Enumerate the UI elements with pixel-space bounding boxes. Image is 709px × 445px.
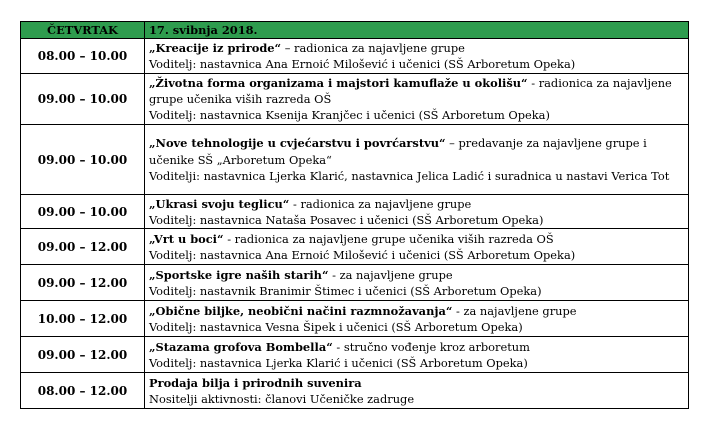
event-description: - radionica za najavljene grupe učenika viših razreda OŠ [149,75,672,107]
time-cell: 09.00 – 10.00 [21,74,145,125]
day-header: ČETVRTAK [21,22,145,39]
event-cell [145,125,689,195]
event-description: - radionica za najavljene grupe [289,196,472,211]
event-summary [149,135,684,167]
event-summary [149,75,684,107]
event-summary [149,40,684,56]
event-summary [149,303,684,319]
event-title: „Sportske igre naših starih“ [149,267,329,282]
event-summary [149,339,684,355]
event-title: „Ukrasi svoju teglicu“ [149,196,290,211]
event-summary [149,231,684,247]
date-header: 17. svibnja 2018. [145,22,689,39]
event-description: - radionica za najavljene grupe učenika viših razreda OŠ [223,231,554,246]
event-title: Prodaja bilja i prirodnih suvenira [149,375,362,390]
event-leaders: Voditelj: nastavnik Branimir Štimec i učenici (SŠ Arboretum Opeka) [149,283,542,298]
table-row [21,265,689,301]
event-leaders: Voditelj: nastavnica Vesna Šipek i učenici (SŠ Arboretum Opeka) [149,319,523,334]
event-cell [145,337,689,373]
event-leaders: Voditelj: nastavnica Ljerka Klarić i učenici (SŠ Arboretum Opeka) [149,355,528,370]
event-description: - za najavljene grupe [328,267,453,282]
event-summary [149,267,684,283]
event-leaders: Nositelji aktivnosti: članovi Učeničke zadruge [149,391,415,406]
table-row [21,373,689,409]
time-cell: 09.00 – 10.00 [21,125,145,195]
time-cell: 09.00 – 10.00 [21,195,145,229]
schedule-table [20,21,689,409]
event-summary [149,375,684,391]
event-cell [145,39,689,74]
event-leaders: Voditelj: nastavnica Ksenija Kranjčec i učenici (SŠ Arboretum Opeka) [149,108,550,123]
event-summary [149,196,684,212]
event-leaders: Voditelj: nastavnica Ana Ernoić Milošević i učenici (SŠ Arboretum Opeka) [149,247,576,262]
event-title: „Životna forma organizama i majstori kamuflaže u okolišu“ [149,75,528,90]
event-description: - za najavljene grupe [452,303,577,318]
header-row [21,22,689,39]
event-cell [145,74,689,125]
event-description: – radionica za najavljene grupe [281,41,465,55]
table-row [21,125,689,195]
event-cell [145,373,689,409]
event-title: „Kreacije iz prirode“ [149,41,282,55]
event-leaders: Voditelj: nastavnica Nataša Posavec i učenici (SŠ Arboretum Opeka) [149,212,544,227]
time-cell: 08.00 – 10.00 [21,39,145,74]
event-description: - stručno vođenje kroz arboretum [332,339,530,354]
event-cell [145,229,689,265]
table-row [21,39,689,74]
event-title: „Vrt u boci“ [149,231,224,246]
event-cell [145,301,689,337]
time-cell: 09.00 – 12.00 [21,337,145,373]
table-row [21,74,689,125]
time-cell: 09.00 – 12.00 [21,229,145,265]
table-row [21,337,689,373]
table-row [21,229,689,265]
time-cell: 09.00 – 12.00 [21,265,145,301]
event-cell [145,195,689,229]
table-row [21,301,689,337]
event-title: „Stazama grofova Bombella“ [149,339,333,354]
time-cell: 08.00 – 12.00 [21,373,145,409]
time-cell: 10.00 – 12.00 [21,301,145,337]
event-leaders: Voditelj: nastavnica Ana Ernoić Milošević i učenici (SŠ Arboretum Opeka) [149,57,576,72]
table-row [21,195,689,229]
event-title: „Obične biljke, neobični načini razmnožavanja“ [149,303,453,318]
event-cell [145,265,689,301]
event-title: „Nove tehnologije u cvjećarstvu i povrćarstvu“ [149,136,446,151]
event-description: – predavanje za najavljene grupe i učenike SŠ „Arboretum Opeka“ [149,136,647,167]
event-leaders: Voditelji: nastavnica Ljerka Klarić, nastavnica Jelica Ladić i suradnica u nastavi Verica Tot [149,168,670,183]
